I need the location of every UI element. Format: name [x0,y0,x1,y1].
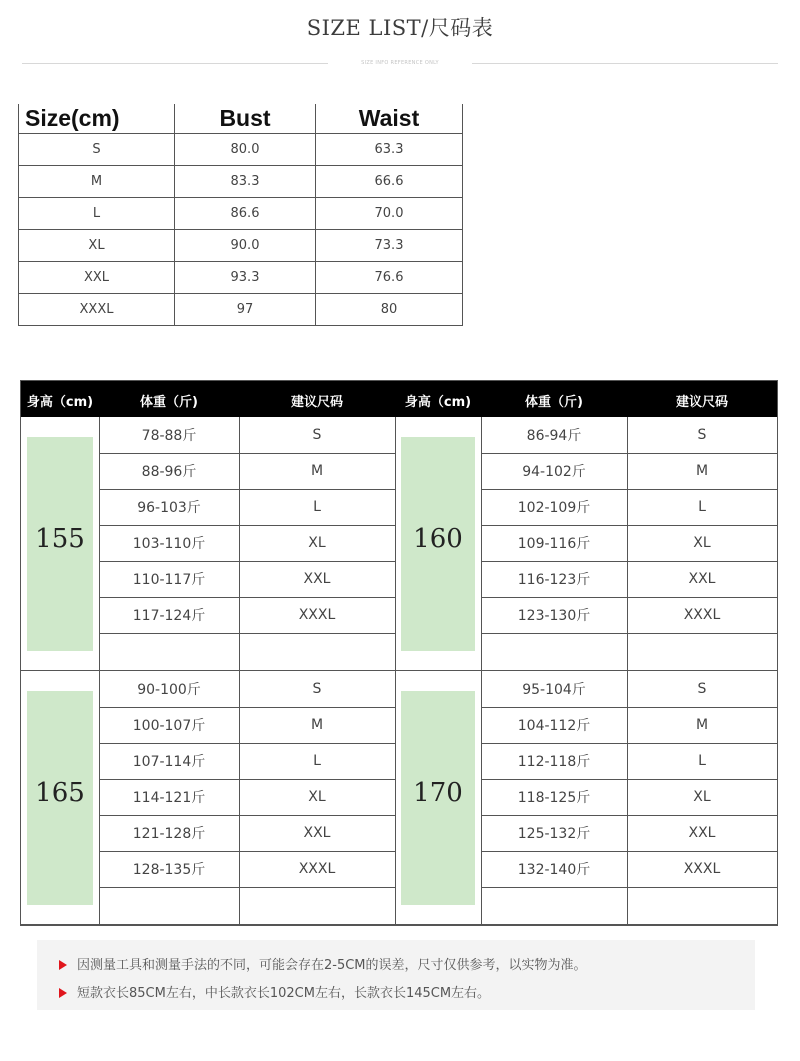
bust-cell: 83.3 [175,166,316,198]
weight-range-cell: 104-112斤 [517,718,591,734]
weight-range-cell: 125-132斤 [517,826,591,842]
weight-range-cell: 100-107斤 [132,718,206,734]
height-header-left: 身高（cm) [26,395,94,410]
weight-header-left: 体重（斤) [140,395,198,410]
height-value: 170 [413,778,463,808]
divider-rule-right [472,63,778,64]
bust-cell: 93.3 [175,262,316,294]
weight-range-cell: 109-116斤 [517,536,591,552]
note-line [59,982,490,1001]
waist-header: Waist [316,104,463,134]
weight-range-cell: 94-102斤 [522,464,586,480]
suggested-size-cell: XL [308,535,326,551]
suggested-size-cell: L [313,753,321,769]
height-block-165 [21,671,395,925]
suggested-size-cell: XXL [688,825,716,841]
weight-range-cell: 123-130斤 [517,608,591,624]
suggested-size-cell: XXXL [298,861,336,877]
height-value: 160 [413,524,463,554]
triangle-bullet-icon [59,988,67,998]
row-divider [481,633,777,634]
weight-header-right: 体重（斤) [525,395,583,410]
row-divider [481,887,777,888]
weight-range-cell: 121-128斤 [132,826,206,842]
weight-range-cell: 95-104斤 [522,682,586,698]
weight-range-cell: 117-124斤 [132,608,206,624]
block-divider [395,924,777,925]
empty-cell [463,262,470,294]
half-divider [395,417,396,925]
table-row [19,230,470,262]
table-row [19,166,470,198]
weight-range-cell: 96-103斤 [137,500,201,516]
suggested-size-cell: S [697,681,707,697]
weight-range-cell: 114-121斤 [132,790,206,806]
weight-range-cell: 90-100斤 [137,682,201,698]
suggested-size-cell: S [312,681,322,697]
height-weight-table [20,380,778,926]
suggested-size-cell: M [695,717,709,733]
waist-cell: 63.3 [316,134,463,166]
suggested-size-cell: M [310,463,324,479]
table-row [19,198,470,230]
size-cell: XXL [19,262,175,294]
height-header-right: 身高（cm) [404,395,472,410]
weight-range-cell: 103-110斤 [132,536,206,552]
empty-cell [463,230,470,262]
suggested-size-cell: L [313,499,321,515]
size-header-right: 建议尺码 [675,395,728,410]
height-value: 155 [35,524,85,554]
bust-header: Bust [175,104,316,134]
waist-cell: 66.6 [316,166,463,198]
empty-header-cell [463,104,470,134]
bust-cell: 86.6 [175,198,316,230]
waist-cell: 80 [316,294,463,326]
weight-range-cell: 86-94斤 [526,428,582,444]
bust-cell: 80.0 [175,134,316,166]
weight-range-cell: 88-96斤 [141,464,197,480]
waist-cell: 70.0 [316,198,463,230]
size-cell: L [19,198,175,230]
size-cell: S [19,134,175,166]
empty-cell [463,134,470,166]
bust-cell: 97 [175,294,316,326]
empty-cell [463,166,470,198]
size-table-header-row [19,104,470,134]
note-text: 因测量工具和测量手法的不同，可能会存在2-5CM的误差，尺寸仅供参考，以实物为准。 [77,958,587,973]
title-divider [22,60,778,68]
suggested-size-cell: M [310,717,324,733]
weight-range-cell: 110-117斤 [132,572,206,588]
suggested-size-cell: XL [308,789,326,805]
weight-range-cell: 102-109斤 [517,500,591,516]
divider-rule-left [22,63,328,64]
height-value: 165 [35,778,85,808]
weight-range-cell: 118-125斤 [517,790,591,806]
bust-cell: 90.0 [175,230,316,262]
note-text: 短款衣长85CM左右，中长款衣长102CM左右，长款衣长145CM左右。 [77,986,491,1001]
size-cell: XL [19,230,175,262]
suggested-size-cell: M [695,463,709,479]
table-row [19,294,470,326]
size-header: Size(cm) [19,104,175,134]
size-cell: XXXL [19,294,175,326]
suggested-size-cell: XXL [688,571,716,587]
height-block-170 [395,671,777,925]
height-block-160 [395,417,777,671]
weight-range-cell: 78-88斤 [141,428,197,444]
suggested-size-cell: XXL [303,571,331,587]
suggested-size-cell: XL [693,789,711,805]
row-divider [99,633,395,634]
triangle-bullet-icon [59,960,67,970]
table-row [19,262,470,294]
suggested-size-cell: S [312,427,322,443]
note-line [59,954,587,973]
empty-cell [463,294,470,326]
height-block-155 [21,417,395,671]
weight-range-cell: 116-123斤 [517,572,591,588]
block-divider [21,924,395,925]
size-cell: M [19,166,175,198]
waist-cell: 73.3 [316,230,463,262]
table-row [19,134,470,166]
waist-cell: 76.6 [316,262,463,294]
weight-range-cell: 107-114斤 [132,754,206,770]
suggested-size-cell: XXL [303,825,331,841]
row-divider [99,887,395,888]
suggested-size-cell: XL [693,535,711,551]
suggested-size-cell: L [698,753,706,769]
notes-box [37,940,755,1010]
page-title: SIZE LIST/尺码表 [306,16,494,40]
weight-range-cell: 112-118斤 [517,754,591,770]
height-weight-header [21,381,777,417]
suggested-size-cell: S [697,427,707,443]
suggested-size-cell: XXXL [683,861,721,877]
size-header-left: 建议尺码 [290,395,343,410]
weight-range-cell: 128-135斤 [132,862,206,878]
suggested-size-cell: XXXL [683,607,721,623]
page-subtitle: SIZE INFO REFERENCE ONLY [361,60,439,66]
empty-cell [463,198,470,230]
weight-range-cell: 132-140斤 [517,862,591,878]
suggested-size-cell: XXXL [298,607,336,623]
suggested-size-cell: L [698,499,706,515]
size-measurement-table [18,104,470,326]
